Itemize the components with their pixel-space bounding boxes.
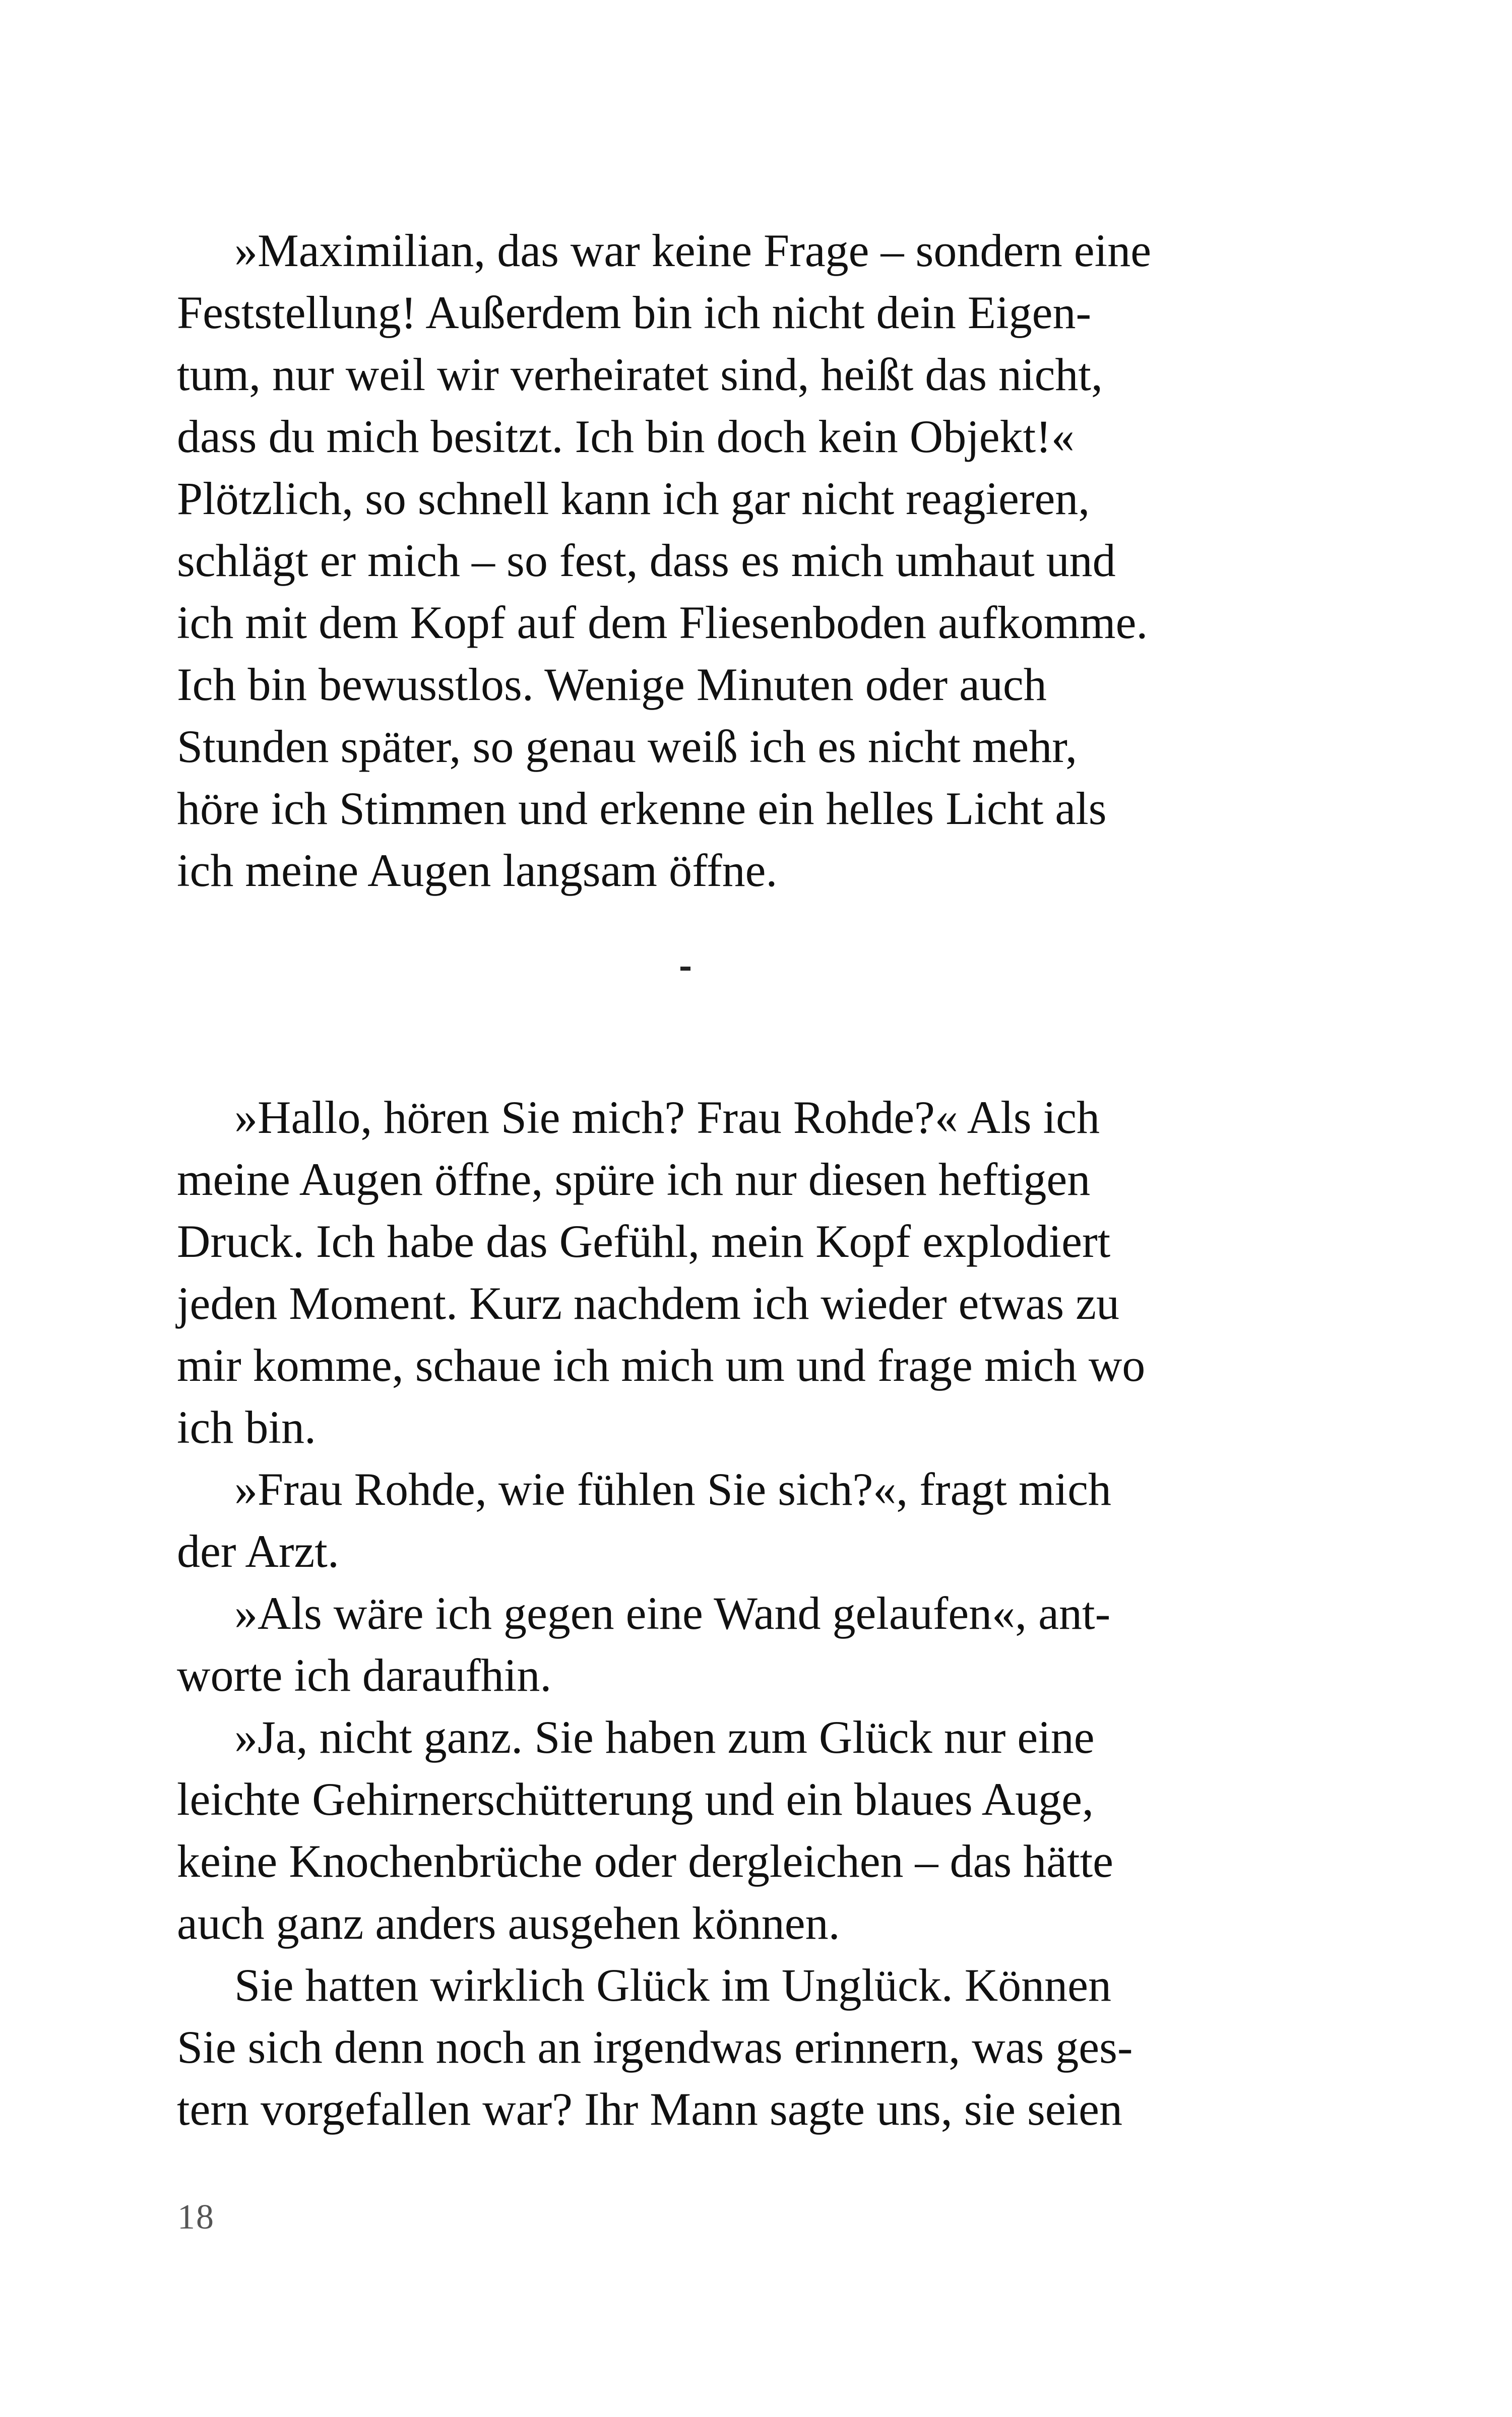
text-line: Stunden später, so genau weiß ich es nicht mehr, (177, 721, 1078, 772)
text-section-2 (177, 1087, 1195, 2140)
text-line: ich bin. (177, 1402, 316, 1453)
text-line: höre ich Stimmen und erkenne ein helles Licht als (177, 783, 1107, 834)
text-line: dass du mich besitzt. Ich bin doch kein Objekt!« (177, 411, 1075, 462)
text-line: leichte Gehirnerschütterung und ein blaues Auge, (177, 1773, 1094, 1825)
text-line: keine Knochenbrüche oder dergleichen – das hätte (177, 1835, 1113, 1887)
text-line: Druck. Ich habe das Gefühl, mein Kopf explodiert (177, 1216, 1111, 1267)
text-line: auch ganz anders ausgehen können. (177, 1897, 840, 1949)
text-line: schlägt er mich – so fest, dass es mich umhaut und (177, 535, 1116, 586)
text-line: jeden Moment. Kurz nachdem ich wieder etwas zu (177, 1278, 1119, 1329)
text-line: »Maximilian, das war keine Frage – sondern eine (234, 225, 1152, 276)
text-line: worte ich daraufhin. (177, 1649, 552, 1701)
text-line: »Frau Rohde, wie fühlen Sie sich?«, fragt mich (234, 1464, 1111, 1515)
text-line: »Hallo, hören Sie mich? Frau Rohde?« Als ich (234, 1092, 1100, 1143)
text-line: meine Augen öffne, spüre ich nur diesen heftigen (177, 1154, 1091, 1205)
text-line: tum, nur weil wir verheiratet sind, heißt das nicht, (177, 349, 1103, 400)
text-line: Ich bin bewusstlos. Wenige Minuten oder auch (177, 659, 1047, 710)
text-line: mir komme, schaue ich mich um und frage mich wo (177, 1340, 1146, 1391)
text-line: ich meine Augen langsam öffne. (177, 845, 778, 896)
text-section-1 (177, 220, 1195, 902)
text-line: »Als wäre ich gegen eine Wand gelaufen«, ant- (234, 1587, 1111, 1639)
text-line: ich mit dem Kopf auf dem Fliesenboden aufkomme. (177, 597, 1148, 648)
text-line: tern vorgefallen war? Ihr Mann sagte uns, sie seien (177, 2083, 1122, 2135)
text-line: »Ja, nicht ganz. Sie haben zum Glück nur eine (234, 1711, 1095, 1763)
text-line: Sie hatten wirklich Glück im Unglück. Können (234, 1959, 1112, 2011)
text-line: der Arzt. (177, 1525, 339, 1577)
text-line: Sie sich denn noch an irgendwas erinnern, was ges- (177, 2021, 1133, 2073)
text-line: Plötzlich, so schnell kann ich gar nicht reagieren, (177, 473, 1090, 524)
text-line: Feststellung! Außerdem bin ich nicht dein Eigen- (177, 287, 1092, 338)
section-separator (680, 967, 690, 971)
page-number: 18 (177, 2198, 215, 2237)
